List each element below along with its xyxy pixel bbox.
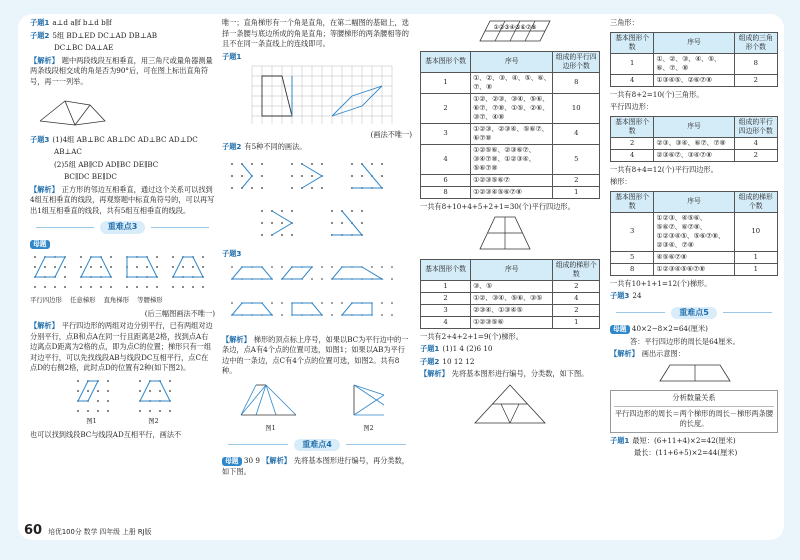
col2-mother-tag: 母题 xyxy=(222,457,242,466)
column-4 xyxy=(610,18,778,461)
table-row: 6 ①②③⑤⑥⑦ 2 xyxy=(421,174,600,186)
q3-text2b: BC∥DC BE∥DC xyxy=(64,172,117,181)
trapezoid-count-table: 基本图形个数 序号 组成的梯形个数 1 ③、⑤ 2 2 ①②、③④、⑤⑥、③⑤ 4 3 ②③④、①③④⑤ 2 4 ①②③⑤⑥ 1 xyxy=(420,259,600,329)
mother-question-tag: 母题 xyxy=(30,240,50,249)
col2-q2-label: 子题2 xyxy=(222,142,242,151)
grid-figure-trapezoid xyxy=(76,252,116,292)
col2-q2-text: 有5种不同的画法。 xyxy=(244,142,307,151)
col4-parallelogram-table: 基本图形个数 序号 组成的平行四边形个数 2 ②③、③④、⑥⑦、⑦⑧ 4 4 ②③⑥⑦、③④⑦⑧ 2 xyxy=(610,116,778,162)
col2-note1: (画法不唯一) xyxy=(370,129,412,139)
col2-intro: 唯一；直角梯形有一个角是直角，在第二幅图的基础上，选择一条腰与底边所成的角是直角；等腰梯形的两条腰相等的且不在同一条直线上的连线即可。 xyxy=(222,18,409,48)
col2-analysis2-label: 【解析】 xyxy=(262,456,291,465)
analysis-label: 【解析】 xyxy=(30,55,59,65)
col2-analysis-label: 【解析】 xyxy=(222,334,251,344)
col2-q3-label: 子题3 xyxy=(222,248,242,258)
q3-label: 子题3 xyxy=(30,134,50,144)
sketch-figure xyxy=(610,362,778,384)
col4-q3-text: 24 xyxy=(632,291,642,300)
q1-label: 子题1 xyxy=(30,18,50,27)
q2-text2: DC⊥BC DA⊥AE xyxy=(54,43,114,52)
figure-2-caption: 图2 xyxy=(148,417,159,425)
grid-figure-parallelogram xyxy=(30,252,70,292)
section-heading-4: 重难点4 xyxy=(222,439,412,452)
caption-isosceles-trapezoid: 等腰梯形 xyxy=(137,296,163,304)
q2-label: 子题2 xyxy=(30,30,50,40)
shape-grid-row xyxy=(30,252,215,292)
table-row: 2 ②③、③④、⑥⑦、⑦⑧ 4 xyxy=(611,137,778,149)
table-row: 8 ①②③④⑤⑥⑦⑧ 1 xyxy=(611,263,778,275)
parallelogram-title: 平行四边形： xyxy=(610,102,654,111)
section-heading-3: 重难点3 xyxy=(30,221,215,234)
table-row: 3 ②③④、①③④⑤ 2 xyxy=(421,304,600,316)
table-row: 4 ①②⑤⑥、②③⑥⑦、③④⑦⑧、①②③④、⑤⑥⑦⑧ 5 xyxy=(421,144,600,174)
q1-text: a⊥d a∥f b⊥d b∥f xyxy=(52,18,112,27)
figure-number-labels: ①②③④⑤⑥⑦⑧ xyxy=(493,24,537,31)
figure-pair xyxy=(30,377,215,427)
col2-fan-figures xyxy=(222,380,412,434)
col3-q1-text: (1)1 4 (2)6 10 xyxy=(442,344,493,353)
table-row: 5 ④⑤⑥⑦⑧ 1 xyxy=(611,251,778,263)
footer-text: 培优100分 数学 四年级 上册 RJ版 xyxy=(48,528,152,536)
col4-q1-text2: 最长：(11+6+5)×2=44(厘米) xyxy=(634,448,738,457)
caption-right-trapezoid: 直角梯形 xyxy=(103,296,130,304)
triangle-count-table: 基本图形个数 序号 组成的三角形个数 1 ①、②、③、④、⑤、⑥、⑦、⑧ 8 4 ①③④⑤、②⑥⑦⑧ 2 xyxy=(610,32,778,87)
q3-text2: (2)5组 AB∥CD AD∥BC DE∥BC xyxy=(54,159,159,169)
col3-q2-text: 10 12 12 xyxy=(442,356,475,366)
analysis2-text: 正方形的邻边互相垂直，通过这个关系可以找到4组互相垂直的线段，再观察题中标直角符号的，可以再写出1组互相垂直的线段，共有5组互相垂直的线段。 xyxy=(30,184,215,215)
table-row: 4 ①②③⑤⑥ 1 xyxy=(421,316,600,328)
figure-1-caption: 图1 xyxy=(86,417,97,425)
col4-sum1: 一共有8+2=10(个)三角形。 xyxy=(610,89,704,99)
table-row: 2 ①②、②③、③④、⑤⑥、⑥⑦、⑦⑧、①⑤、②⑥、③⑦、④⑧ 10 xyxy=(421,93,600,123)
col3-sum2: 一共有2+4+2+1=9(个)梯形。 xyxy=(420,331,523,341)
col3-sum1: 一共有8+10+4+5+2+1=30(个)平行四边形。 xyxy=(420,201,575,211)
table-row: 3 ①②③、②③④、⑤⑥⑦、⑥⑦⑧ 4 xyxy=(421,123,600,144)
q3-text1: (1)4组 AB⊥BC AB⊥DC AD⊥BC AD⊥DC xyxy=(52,134,198,144)
figure-2-grid xyxy=(136,377,172,413)
analysis3-label: 【解析】 xyxy=(30,321,59,330)
fan-figure-1 xyxy=(236,380,306,420)
col3-q2-label: 子题2 xyxy=(420,356,440,366)
section-heading-5: 重难点5 xyxy=(610,307,778,320)
figure-1-grid xyxy=(74,377,110,413)
col2-analysis-text: 梯形的顶点标上序号，如果以BC为平行边中的一条边，点A有4个点的位置可选，如图1；如果以AB为平行边中的一条边，点C有4个点的位置可选，如图2。共有8种。 xyxy=(222,334,409,375)
col2-dot-grid-figure xyxy=(222,156,407,246)
fan-figure-2-caption: 图2 xyxy=(363,424,374,432)
table-row: 1 ①、②、③、④、⑤、⑥、⑦、⑧ 8 xyxy=(611,53,778,74)
col4-trapezoid-table: 基本图形个数 序号 组成的梯形个数 3 ①②③、④⑤⑥、⑤⑥⑦、⑥⑦⑧、①②③④⑤、⑤⑥⑦⑧、②③④、⑦⑧ 10 5 ④⑤⑥⑦⑧ 1 8 ①②③④⑤⑥⑦⑧ 1 xyxy=(610,191,778,276)
col4-analysis-text: 画出示意图： xyxy=(641,349,685,358)
q2-text: 5组 BD⊥ED DC⊥AD DB⊥AB xyxy=(52,30,158,40)
col4-q1-label: 子题1 xyxy=(610,435,630,445)
analysis2-label: 【解析】 xyxy=(30,184,59,194)
caption-parallelogram: 平行四边形 xyxy=(30,296,62,304)
table-row: 8 ①②③④⑤⑥⑦⑧ 1 xyxy=(421,186,600,198)
grid-figure-isosceles-trapezoid xyxy=(168,252,208,292)
geometry-figure xyxy=(30,89,120,131)
figure-note: (后三幅图画法不唯一) xyxy=(144,308,215,318)
table-row: 4 ②③⑥⑦、③④⑦⑧ 2 xyxy=(611,149,778,161)
table-row: 1 ③、⑤ 2 xyxy=(421,280,600,292)
numbered-triangle-figure xyxy=(420,382,600,426)
col4-mother-text: 40×2−8×2=64(厘米) xyxy=(631,324,708,333)
fan-figure-2 xyxy=(339,380,399,420)
analysis3-text: 平行四边形的两组对边分别平行，已有两组对边分别平行，点B和点A在同一行且距离是2格，找到点A右边离点D距离为2格的点，即为点C的位置；梯形只有一组对边平行，可以先找线段AB与线段DC互相平行，点C在点D的右侧2格，此时点D的位置有2种(如下图2)。 xyxy=(30,321,213,372)
column-2 xyxy=(222,18,412,479)
table-row: 1 ①、②、③、④、⑤、⑥、⑦、⑧ 8 xyxy=(421,72,600,93)
analysis-text: 题中两段线段互相垂直，用三角尺或量角器测量两条线段相交成的角是否为90°后，可在图上标出直角符号，再一一列举。 xyxy=(30,55,213,86)
relation-title: 分析数量关系 xyxy=(672,393,716,402)
trapezoid-title: 梯形： xyxy=(610,177,632,186)
col3-analysis-text: 先将基本图形进行编号，分类数，如下图。 xyxy=(451,369,589,378)
page-number: 60 xyxy=(24,523,43,538)
grid-figure-right-trapezoid xyxy=(122,252,162,292)
col4-mother-tag: 母题 xyxy=(610,325,630,334)
col2-q1-label: 子题1 xyxy=(222,51,242,61)
col4-sum2: 一共有8+4=12(个)平行四边形。 xyxy=(610,164,718,174)
fan-figure-1-caption: 图1 xyxy=(265,424,276,432)
quantity-relation-box xyxy=(610,390,778,433)
col2-dot-figures xyxy=(222,156,412,246)
figure-captions xyxy=(30,295,215,306)
col3-q1-label: 子题1 xyxy=(420,344,440,353)
col1-bottom-text: 也可以找到线段BC与线段AD互相平行，画法不 xyxy=(30,429,182,439)
page-footer xyxy=(24,523,151,538)
column-1 xyxy=(30,18,215,442)
col4-mother-answer: 答：平行四边形的周长是64厘米。 xyxy=(630,336,740,346)
col4-q3-label: 子题3 xyxy=(610,291,630,300)
q3-text1b: AB⊥AC xyxy=(54,147,82,156)
col4-sum3: 一共有10+1+1=12(个)梯形。 xyxy=(610,278,712,288)
col2-analysis2-text: 先将基本图形进行编号，再分类数，如下图。 xyxy=(222,456,409,476)
col4-analysis-label: 【解析】 xyxy=(610,349,639,358)
parallelogram-count-table: 基本图形个数 序号 组成的平行四边形个数 1 ①、②、③、④、⑤、⑥、⑦、⑧ 8 2 ①②、②③、③④、⑤⑥、⑥⑦、⑦⑧、①⑤、②⑥、③⑦、④⑧ 10 3 ①②③、②③④、⑤⑥⑦、⑥⑦⑧ 4 4 ①②⑤⑥、②③⑥⑦、③④⑦⑧、①②③④、⑤⑥⑦⑧ 5 6 ①②③⑤⑥⑦ 2 8 ①②③④⑤⑥⑦⑧ 1 xyxy=(420,51,600,199)
col4-q1-text: 最短：(6+11+4)×2=42(厘米) xyxy=(632,435,736,445)
numbered-parallelogram-figure xyxy=(420,18,600,44)
caption-trapezoid: 任意梯形 xyxy=(69,296,96,304)
col2-q3-figure xyxy=(222,261,407,331)
col2-mother-answer: 30 9 xyxy=(243,456,260,465)
triangle-title: 三角形： xyxy=(610,18,639,27)
numbered-trapezoid-figure xyxy=(420,214,600,252)
col2-q1-figure xyxy=(222,64,407,126)
table-row: 2 ①②、③④、⑤⑥、③⑤ 4 xyxy=(421,292,600,304)
col3-analysis-label: 【解析】 xyxy=(420,369,449,378)
relation-text: 平行四边形的周长＝两个梯形的周长－梯形两条腰的长度。 xyxy=(614,406,774,430)
column-3 xyxy=(420,18,600,429)
table-row: 3 ①②③、④⑤⑥、⑤⑥⑦、⑥⑦⑧、①②③④⑤、⑤⑥⑦⑧、②③④、⑦⑧ 10 xyxy=(611,212,778,251)
table-row: 4 ①③④⑤、②⑥⑦⑧ 2 xyxy=(611,74,778,86)
